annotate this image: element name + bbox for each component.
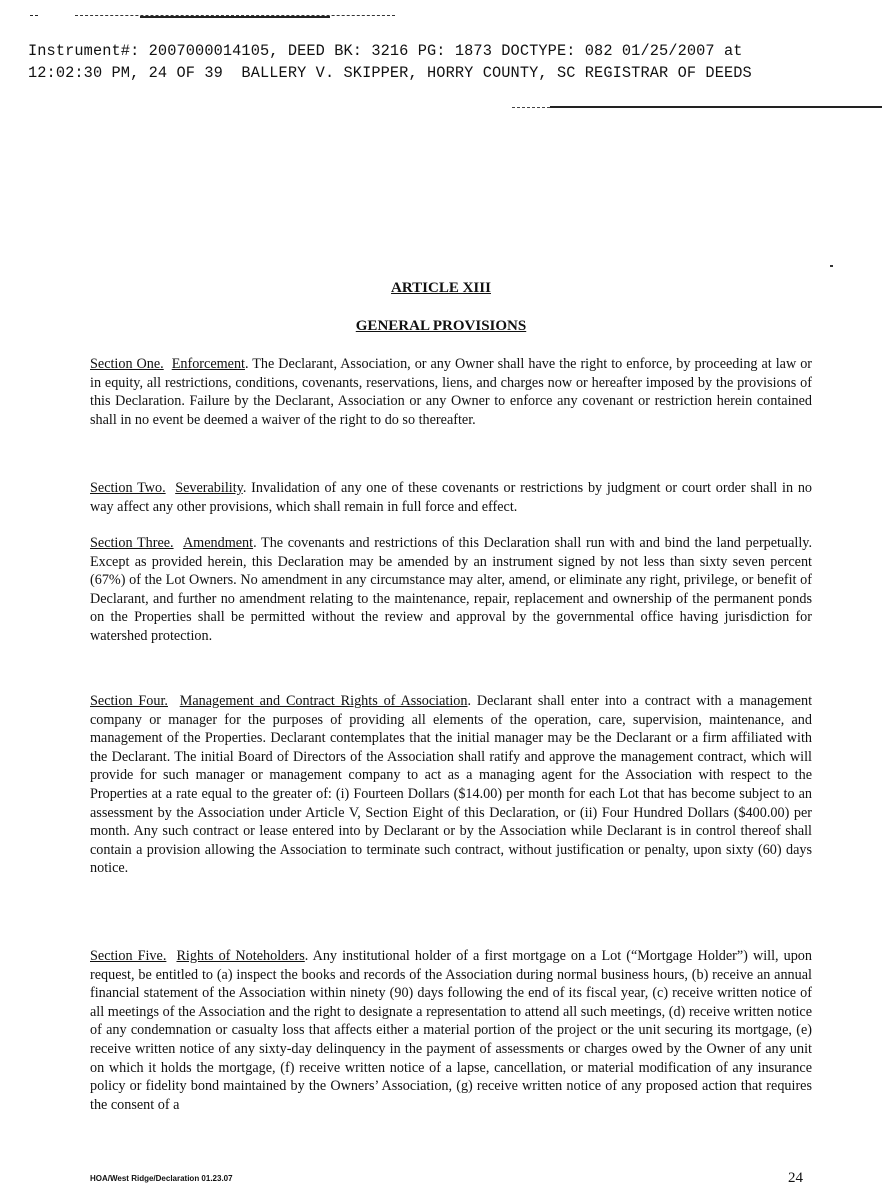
section-title: Severability bbox=[175, 480, 243, 496]
document-reference: HOA/West Ridge/Declaration 01.23.07 bbox=[90, 1174, 233, 1183]
section-number: Section Four. bbox=[90, 693, 168, 709]
section-number: Section Three. bbox=[90, 535, 174, 551]
scan-artifact-line bbox=[30, 15, 38, 16]
section-amendment bbox=[90, 534, 812, 646]
section-title: Rights of Noteholders bbox=[176, 948, 305, 964]
recording-stamp-line-1: Instrument#: 2007000014105, DEED BK: 3216 PG: 1873 DOCTYPE: 082 01/25/2007 at bbox=[28, 42, 743, 60]
article-subtitle: GENERAL PROVISIONS bbox=[355, 318, 527, 334]
recording-stamp-line-2: 12:02:30 PM, 24 OF 39 BALLERY V. SKIPPER, HORRY COUNTY, SC REGISTRAR OF DEEDS bbox=[28, 64, 752, 82]
section-body: . Invalidation of any one of these covenants or restrictions by judgment or court order shall in no way affect any other provisions, which shall remain in full force and effect. bbox=[90, 480, 813, 515]
scan-artifact-line bbox=[550, 106, 882, 108]
section-number: Section One. bbox=[90, 356, 164, 372]
scan-speck bbox=[830, 265, 833, 267]
section-number: Section Two. bbox=[90, 480, 166, 496]
page-number: 24 bbox=[788, 1170, 803, 1186]
section-title: Enforcement bbox=[171, 356, 245, 372]
section-title: Amendment bbox=[182, 535, 254, 551]
section-title: Management and Contract Rights of Association bbox=[179, 693, 468, 709]
section-body: . Any institutional holder of a first mortgage on a Lot (“Mortgage Holder”) will, upon request, be entitled to (a) inspect the books and records of the Association during normal business hours, (b) receive an annual financial statement of the Association within ninety (90) days following the end of its fiscal year, (c) receive written notice of all meetings of the Association and the right to designate a representation to attend all such meetings, (d) receive written notice of any condemnation or casualty loss that affects either a material portion of the project or the unit securing its mortgage, (e) receive written notice of any sixty-day delinquency in the payment of assessments or charges owed by the Owner of any unit on which it holds the mortgage, (f) receive written notice of a lapse, cancellation, or material modification of any insurance policy or fidelity bond maintained by the Owners’ Association, (g) receive written notice of any proposed action that requires the consent of a bbox=[90, 948, 812, 1113]
section-body: . The Declarant, Association, or any Owner shall have the right to enforce, by proceeding at law or in equity, all restrictions, conditions, covenants, reservations, liens, and charges now or hereafter imposed by the provisions of this Declaration. Failure by the Declarant, Association or any Owner to enforce any covenant or restriction herein contained shall in no event be deemed a waiver of the right to do so thereafter. bbox=[90, 356, 813, 428]
article-title: ARTICLE XIII bbox=[391, 280, 491, 296]
section-management-contract bbox=[90, 692, 812, 878]
section-noteholder-rights bbox=[90, 947, 812, 1114]
section-severability bbox=[90, 479, 812, 516]
section-number: Section Five. bbox=[90, 948, 167, 964]
section-body: . Declarant shall enter into a contract with a management company or manager for the purposes of providing all elements of the operation, care, supervision, maintenance, and management of the Properties. Declarant contemplates that the initial manager may be the Declarant or a firm affiliated with the Declarant. The initial Board of Directors of the Association shall ratify and approve the management contract, which will provide for such manager or management company to act as a managing agent for the Association with respect to the Properties at a rate equal to the greater of: (i) Fourteen Dollars ($14.00) per month for each Lot that has become subject to an assessment by the Association under Article V, Section Eight of this Declaration, or (ii) Four Hundred Dollars ($400.00) per month. Any such contract or lease entered into by Declarant or by the Association while Declarant is in control thereof shall contain a provision allowing the Association to terminate such contract, without justification or penalty, upon sixty (60) days notice. bbox=[90, 693, 813, 877]
section-body: . The covenants and restrictions of this Declaration shall run with and bind the land perpetually. Except as provided herein, this Declaration may be amended by an instrument signed by not less than sixty seven percent (67%) of the Lot Owners. No amendment in any circumstance may alter, amend, or eliminate any right, privilege, or benefit of Declarant, and further no amendment relating to the maintenance, repair, replacement and ownership of the permanent ponds on the Properties shall be permitted without the review and approval by the governmental office having jurisdiction for watershed protection. bbox=[90, 535, 812, 644]
scan-artifact-line bbox=[512, 107, 550, 108]
section-enforcement bbox=[90, 355, 812, 429]
scan-artifact-line bbox=[140, 16, 330, 18]
recording-stamp bbox=[28, 40, 878, 84]
